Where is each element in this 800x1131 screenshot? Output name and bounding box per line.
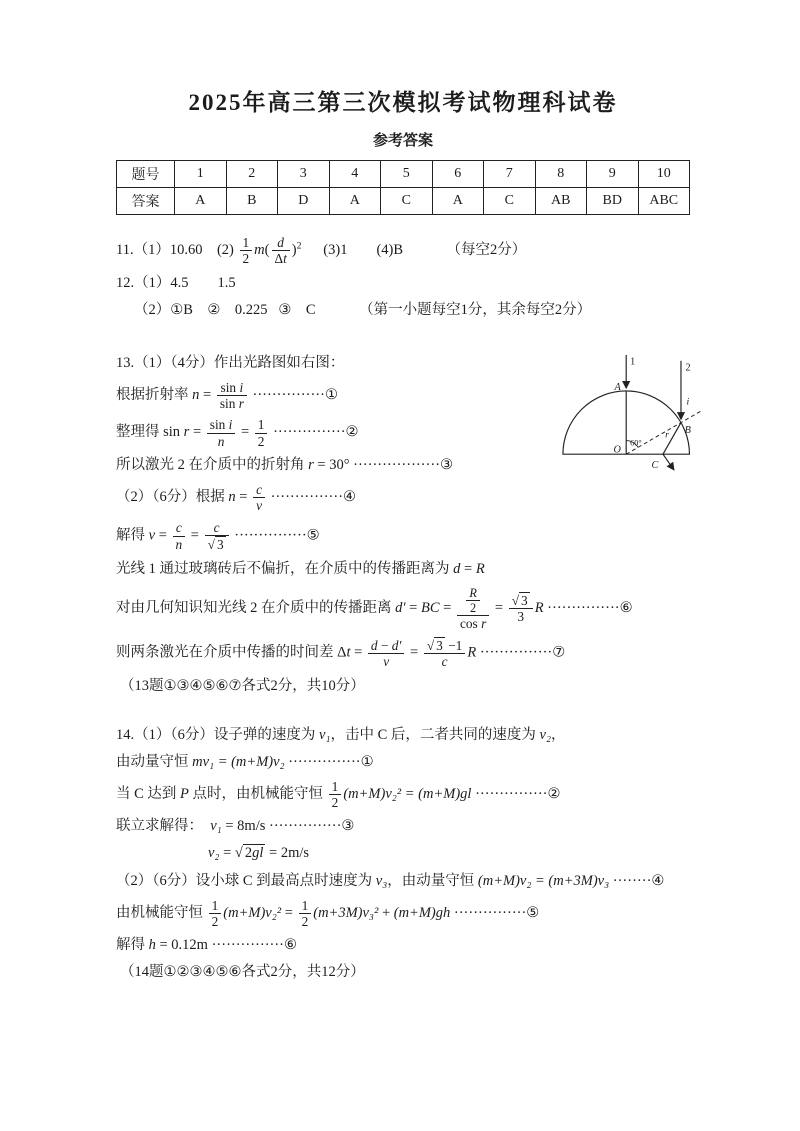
math-text: m bbox=[254, 242, 265, 259]
text-run: （2）（6分）根据 bbox=[116, 489, 229, 506]
text-run: 光线 1 通过玻璃砖后不偏折，在介质中的传播距离为 bbox=[116, 560, 454, 577]
text-run: = bbox=[460, 560, 476, 577]
content-line bbox=[116, 725, 690, 746]
text-run: = 8m/s ···············③ bbox=[221, 818, 355, 835]
fraction bbox=[205, 520, 229, 553]
text-run: 联立求解得： bbox=[116, 818, 211, 835]
fraction bbox=[368, 638, 404, 670]
math-text: (m+M)gh bbox=[393, 904, 451, 921]
text-run: 当 C 达到 bbox=[116, 785, 181, 802]
text-run: 1 bbox=[211, 897, 219, 913]
math-text: v bbox=[383, 653, 390, 669]
angle-60-label: 60° bbox=[630, 438, 642, 448]
math-text: gl bbox=[252, 845, 264, 862]
question-14-solution bbox=[116, 725, 690, 983]
text-run: 3 bbox=[521, 592, 528, 608]
fraction bbox=[466, 586, 480, 615]
answer-cell: D bbox=[278, 188, 330, 215]
fraction bbox=[424, 637, 466, 670]
math-text: (m+M)v₂² bbox=[223, 904, 282, 921]
ray2-exit bbox=[663, 454, 674, 470]
math-text: i bbox=[239, 379, 244, 395]
text-run: 由机械能守恒 bbox=[116, 904, 207, 921]
square-root: √ 3 bbox=[207, 537, 224, 553]
answer-cell: A bbox=[329, 188, 381, 215]
content-line bbox=[120, 962, 690, 983]
math-text: n bbox=[217, 433, 225, 449]
math-text: R bbox=[469, 585, 477, 600]
text-run: ···············⑤ bbox=[450, 904, 540, 921]
text-run: = bbox=[439, 599, 455, 616]
content-line bbox=[116, 273, 690, 294]
text-run: = bbox=[350, 644, 366, 661]
text-run: （2）①B ② 0.225 ③ C （第一小题每空1分，其余每空2分） bbox=[134, 301, 592, 318]
text-run: ···············⑥ bbox=[543, 599, 633, 616]
answer-cell: C bbox=[381, 188, 433, 215]
square-root: √ 3 bbox=[511, 592, 528, 608]
text-run: = bbox=[199, 386, 215, 403]
row-header-question: 题号 bbox=[117, 161, 175, 188]
text-run: 2 bbox=[257, 433, 265, 449]
square-root: √ 2gl bbox=[234, 845, 264, 862]
question-12-answers bbox=[116, 273, 690, 321]
table-row-answers bbox=[117, 188, 690, 215]
answer-cell: AB bbox=[535, 188, 587, 215]
text-run: 1 bbox=[301, 897, 309, 913]
text-run: （13题①③④⑤⑥⑦各式2分，共10分） bbox=[120, 677, 365, 694]
math-text: P bbox=[180, 785, 189, 802]
text-run: = bbox=[237, 424, 253, 441]
fraction bbox=[240, 235, 253, 267]
math-text: BC bbox=[420, 599, 440, 616]
text-run: ···············① bbox=[284, 753, 374, 770]
text-run: ···············④ bbox=[266, 489, 357, 506]
text-run: = bbox=[219, 845, 235, 862]
question-number-cell: 9 bbox=[587, 161, 639, 188]
content-line bbox=[116, 586, 690, 632]
text-run: −1 bbox=[444, 638, 463, 654]
math-text: (m+M)v₂ = (m+3M)v₃ bbox=[477, 872, 610, 889]
text-run: （2）（6分）设小球 C 到最高点时速度为 bbox=[116, 872, 376, 889]
question-number-cell: 6 bbox=[432, 161, 484, 188]
answer-key-heading: 参考答案 bbox=[372, 133, 433, 149]
row-header-answer: 答案 bbox=[117, 188, 175, 215]
light-path-diagram bbox=[560, 349, 706, 501]
math-text: c bbox=[213, 519, 220, 535]
question-13-solution bbox=[116, 353, 690, 697]
text-run: 1 bbox=[242, 235, 250, 250]
text-run: − bbox=[377, 637, 392, 653]
fraction bbox=[272, 235, 290, 267]
math-text: v₃ bbox=[375, 872, 388, 889]
math-text: (m+3M)v₃² bbox=[313, 904, 379, 921]
text-run: = bbox=[405, 599, 421, 616]
text-run: = bbox=[155, 527, 171, 544]
text-run: 所以激光 2 在介质中的折射角 bbox=[116, 457, 309, 474]
text-run: 2 bbox=[470, 600, 477, 615]
text-run: 2 bbox=[242, 251, 250, 267]
math-text: c bbox=[175, 520, 182, 536]
text-run: ···············② bbox=[471, 785, 561, 802]
text-run: 12.（1）4.5 1.5 bbox=[116, 274, 236, 291]
answer-cell: C bbox=[484, 188, 536, 215]
text-run: 3 bbox=[216, 537, 224, 553]
point-b-label: B bbox=[684, 424, 691, 436]
content-line bbox=[116, 559, 690, 580]
text-run: = 0.12m ···············⑥ bbox=[155, 937, 298, 954]
text-run: 整理得 sin bbox=[116, 424, 184, 441]
math-text: v bbox=[256, 498, 262, 514]
fraction bbox=[509, 592, 533, 625]
text-run: = bbox=[189, 424, 205, 441]
question-number-cell: 1 bbox=[175, 161, 227, 188]
math-text: (m+M)v₂² = (m+M)gl bbox=[343, 785, 472, 802]
fraction bbox=[299, 898, 312, 930]
text-run: 2 bbox=[244, 845, 253, 862]
math-text: d′ bbox=[391, 637, 402, 653]
content-line bbox=[116, 779, 690, 811]
text-run: 11.（1）10.60 (2) bbox=[116, 242, 238, 259]
math-text: r bbox=[481, 615, 487, 631]
text-run: = bbox=[406, 644, 422, 661]
math-text: v₂ bbox=[539, 726, 552, 743]
text-run: 2 bbox=[301, 913, 309, 929]
text-run: 解得 bbox=[116, 527, 149, 544]
question-number-cell: 3 bbox=[278, 161, 330, 188]
answer-cell: ABC bbox=[638, 188, 690, 215]
math-text: r bbox=[308, 457, 314, 474]
question-number-cell: 8 bbox=[535, 161, 587, 188]
text-run: ···············② bbox=[269, 424, 359, 441]
answer-cell: B bbox=[226, 188, 278, 215]
content-line bbox=[120, 676, 690, 697]
math-text: i bbox=[228, 417, 233, 433]
superscript: 2 bbox=[296, 240, 302, 252]
content-line bbox=[116, 235, 690, 267]
question-number-cell: 2 bbox=[226, 161, 278, 188]
fraction bbox=[329, 779, 342, 811]
math-text: n bbox=[175, 536, 183, 552]
content-line bbox=[116, 520, 690, 553]
math-text: R bbox=[475, 560, 485, 577]
text-run: 1 bbox=[331, 778, 339, 794]
question-11-answers bbox=[116, 235, 690, 267]
ray1-label: 1 bbox=[630, 356, 636, 368]
text-run: ···············① bbox=[248, 386, 338, 403]
answer-cell: BD bbox=[587, 188, 639, 215]
text-run: (3)1 (4)B （每空2分） bbox=[301, 242, 527, 259]
point-c-label: C bbox=[651, 459, 659, 471]
fraction bbox=[457, 586, 489, 632]
math-text: c bbox=[441, 654, 448, 670]
math-text: d bbox=[370, 637, 378, 653]
text-run: ···············⑤ bbox=[230, 527, 320, 544]
math-text: d bbox=[453, 560, 461, 577]
text-run: 13.（1）（4分）作出光路图如右图： bbox=[116, 354, 345, 371]
fraction bbox=[209, 898, 222, 930]
text-run: + bbox=[378, 904, 394, 921]
content-line bbox=[116, 816, 690, 837]
math-text: n bbox=[228, 489, 236, 506]
text-run: cos bbox=[459, 615, 482, 631]
text-run: = bbox=[281, 904, 297, 921]
point-a-label: A bbox=[614, 381, 621, 393]
question-number-cell: 5 bbox=[381, 161, 433, 188]
math-text: v bbox=[148, 527, 156, 544]
fraction bbox=[207, 417, 236, 449]
text-run: 对由几何知识知光线 2 在介质中的传播距离 bbox=[116, 599, 396, 616]
text-run: 根据折射率 bbox=[116, 386, 193, 403]
math-text: R bbox=[467, 644, 477, 661]
text-run: 2 bbox=[211, 913, 219, 929]
math-text: R bbox=[534, 599, 544, 616]
square-root: √ 3 bbox=[426, 638, 443, 654]
angle-r-label: r bbox=[665, 429, 669, 441]
answers-table bbox=[116, 160, 690, 215]
content-line bbox=[116, 871, 690, 892]
answer-cell: A bbox=[175, 188, 227, 215]
answer-cell: A bbox=[432, 188, 484, 215]
text-run: Δ bbox=[274, 251, 284, 267]
text-run: ，由动量守恒 bbox=[387, 872, 478, 889]
math-text: t bbox=[283, 251, 287, 267]
angle-i-label: i bbox=[686, 396, 690, 408]
content-line bbox=[208, 843, 690, 864]
content-line bbox=[116, 935, 690, 956]
fraction bbox=[255, 417, 268, 449]
math-text: v₂ bbox=[208, 845, 220, 862]
math-text: r bbox=[238, 396, 244, 412]
text-run: ) bbox=[291, 242, 297, 259]
text-run: 3 bbox=[436, 638, 443, 654]
text-run: （14题①②③④⑤⑥各式2分，共12分） bbox=[120, 964, 365, 981]
page-title: 2025年高三第三次模拟考试物理科试卷 bbox=[188, 90, 618, 115]
text-run: ( bbox=[264, 242, 270, 259]
text-run: = bbox=[187, 527, 203, 544]
ray2-label: 2 bbox=[685, 362, 691, 374]
text-run: = 30° ··················③ bbox=[313, 457, 454, 474]
math-text: v₁ bbox=[319, 726, 331, 743]
text-run: sin bbox=[209, 417, 229, 433]
fraction bbox=[253, 482, 265, 514]
math-text: n bbox=[192, 386, 200, 403]
text-run: = bbox=[235, 489, 252, 506]
content-line bbox=[116, 637, 690, 670]
question-number-cell: 7 bbox=[484, 161, 536, 188]
text-run: ， bbox=[551, 726, 566, 743]
math-text: c bbox=[256, 482, 262, 498]
text-run: = 2m/s bbox=[265, 845, 310, 862]
question-number-cell: 4 bbox=[329, 161, 381, 188]
math-text: r bbox=[183, 424, 190, 441]
point-o-label: O bbox=[613, 443, 621, 455]
text-run: 1 bbox=[257, 417, 265, 433]
text-run: 3 bbox=[517, 609, 525, 625]
math-text: t bbox=[346, 644, 351, 661]
text-run: 14.（1）（6分）设子弹的速度为 bbox=[116, 726, 319, 743]
text-run: sin bbox=[219, 396, 239, 412]
text-run: = bbox=[491, 599, 507, 616]
math-text: d′ bbox=[395, 599, 406, 616]
fraction bbox=[217, 380, 247, 412]
question-number-cell: 10 bbox=[638, 161, 690, 188]
content-line bbox=[134, 300, 690, 321]
text-run: ········④ bbox=[609, 872, 665, 889]
math-text: h bbox=[148, 937, 156, 954]
content-line bbox=[116, 752, 690, 773]
text-run: 解得 bbox=[116, 937, 149, 954]
text-run: ···············⑦ bbox=[476, 644, 566, 661]
text-run: sin bbox=[220, 379, 240, 395]
content-line bbox=[116, 898, 690, 930]
text-run: 2 bbox=[331, 795, 339, 811]
text-run: 由动量守恒 bbox=[116, 753, 193, 770]
text-run: 点时，由机械能守恒 bbox=[188, 785, 327, 802]
math-text: d bbox=[277, 235, 284, 250]
text-run: 则两条激光在介质中传播的时间差 Δ bbox=[116, 644, 347, 661]
table-row-question-numbers bbox=[117, 161, 690, 188]
math-text: v₁ bbox=[210, 818, 222, 835]
fraction bbox=[173, 520, 186, 552]
text-run: ，击中 C 后，二者共同的速度为 bbox=[330, 726, 540, 743]
math-text: mv₁ = (m+M)v₂ bbox=[192, 753, 285, 770]
